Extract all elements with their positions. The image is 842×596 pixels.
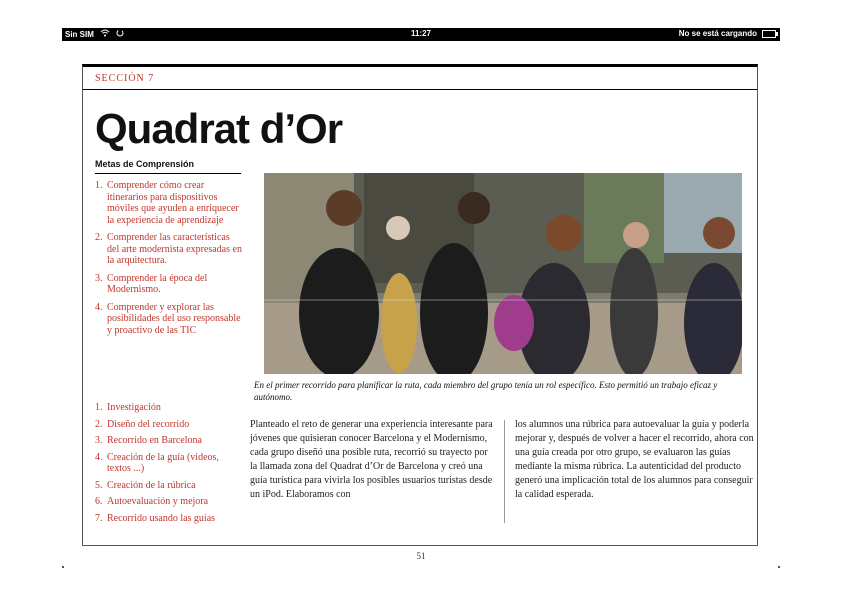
page-number: 51 <box>416 551 426 561</box>
goal-item: 3. Comprender la época del Modernismo. <box>95 272 208 295</box>
step-item: 4. Creación de la guía (videos, textos ...) <box>95 451 219 474</box>
battery-icon <box>762 30 776 38</box>
goal-item: 2. Comprender las características del arte modernista expresadas en la arquitectura. <box>95 232 242 266</box>
body-column-1: Planteado el reto de generar una experiencia interesante para jóvenes que quisieran conocer Barcelona y el Modernismo, cada grupo diseñó una posible ruta, recorrió su trayecto por la llamada zona del Quadrat d’Or de Barcelona y creó una guía turística para vivirla los posibles usuarios turistas desde un iPod. Elaboramos con <box>250 419 493 500</box>
steps-list <box>95 402 243 529</box>
step-item: 3. Recorrido en Barcelona <box>95 435 202 446</box>
step-item: 5. Creación de la rúbrica <box>95 479 196 491</box>
status-right <box>679 29 776 38</box>
status-time: 11:27 <box>410 29 432 38</box>
group-photo <box>264 173 742 374</box>
corner-mark <box>778 566 780 568</box>
step-item: 1. Investigación <box>95 402 161 413</box>
photo-caption: En el primer recorrido para planificar la ruta, cada miembro del grupo tenía un rol específico. Esto permitió un trabajo eficaz y autónomo. <box>254 380 718 402</box>
page-title: Quadrat d’Or <box>95 105 343 152</box>
charging-status: No se está cargando <box>678 29 757 38</box>
step-item: 2. Diseño del recorrido <box>95 418 190 430</box>
column-divider <box>504 420 505 523</box>
goal-item: 4. Comprender y explorar las posibilidades del uso responsable y proactivo de las TIC <box>95 301 241 336</box>
goals-heading: Metas de Comprensión <box>95 159 241 174</box>
corner-mark <box>62 566 64 568</box>
step-item: 6. Autoevaluación y mejora <box>95 496 209 507</box>
book-page <box>82 64 758 546</box>
carrier-label: Sin SIM <box>65 29 94 39</box>
step-item: 7. Recorrido usando las guías <box>95 512 216 524</box>
status-bar <box>62 28 780 41</box>
body-column-2: los alumnos una rúbrica para autoevaluar la guía y poderla mejorar y, después de volver a hacer el recorrido, ahora con una guía creada por otro grupo, se evaluaron las guías mediante la misma rúbrica. La autenticidad del producto generó una implicación total de los alumnos para conseguir la calidad esperada. <box>515 419 754 500</box>
goal-item: 1. Comprender cómo crear itinerarios para dispositivos móviles que ayuden a enriquecer la experiencia de aprendizaje <box>95 180 239 226</box>
goals-list <box>95 180 243 342</box>
section-label: SECCIÓN 7 <box>95 73 155 84</box>
section-divider <box>83 89 757 90</box>
